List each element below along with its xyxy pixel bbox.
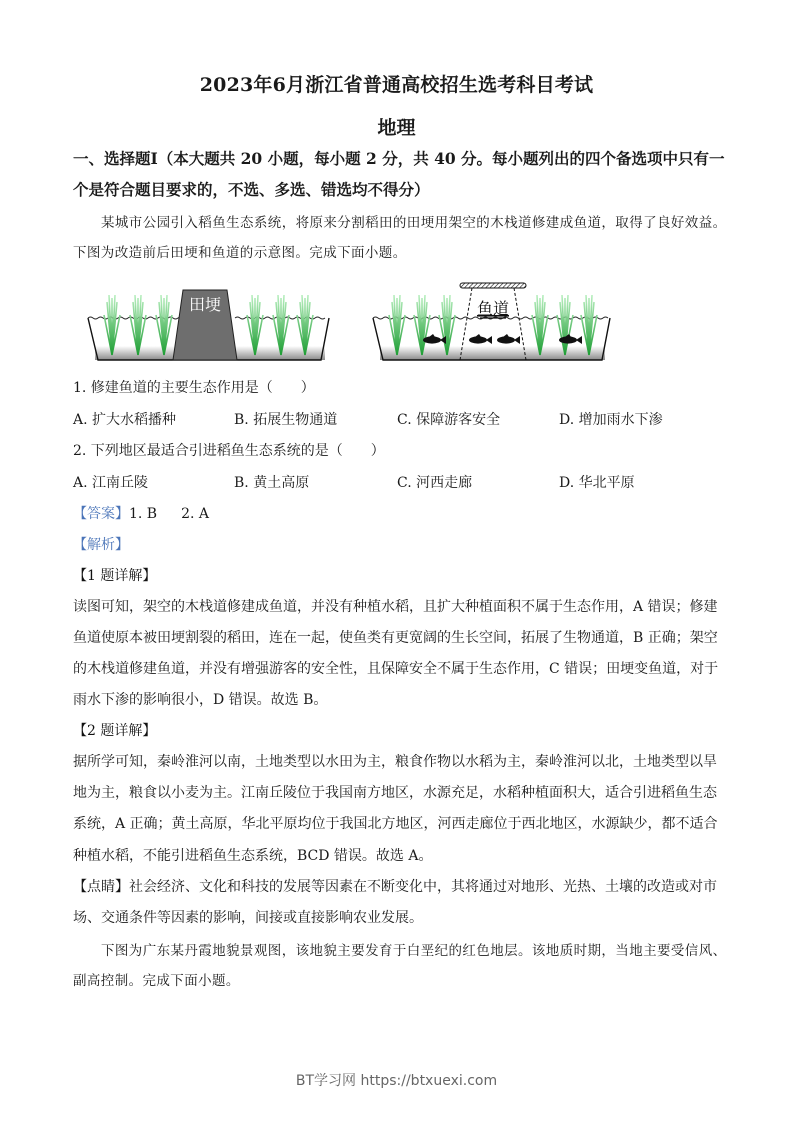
stem2-line1: 下图为广东某丹霞地貌景观图，该地貌主要发育于白垩纪的红色地层。该地质时期，当地主要受信风、 bbox=[101, 943, 727, 959]
exam-title: 2023年6月浙江省普通高校招生选考科目考试 bbox=[199, 74, 594, 96]
q2-detail-line: 系统，A 正确；黄土高原，华北平原均位于我国北方地区，河西走廊位于西北地区，水源缺少，都不适合 bbox=[73, 816, 718, 832]
q1-option-b: B. 拓展生物通道 bbox=[234, 412, 338, 428]
q1-option-a: A. 扩大水稻播种 bbox=[73, 412, 177, 428]
q1-detail-line: 的木栈道修建鱼道，并没有增强游客的安全性，且保障安全不属于生态作用，C 错误；田埂变鱼道，对于 bbox=[73, 661, 719, 677]
q2-option-c: C. 河西走廊 bbox=[397, 475, 473, 491]
question-2-stem: 2. 下列地区最适合引进稻鱼生态系统的是（ ） bbox=[73, 443, 385, 459]
stem2-line2: 副高控制。完成下面小题。 bbox=[73, 973, 240, 989]
tip-line2: 场、交通条件等因素的影响，间接或直接影响农业发展。 bbox=[73, 910, 423, 926]
section-heading-line1: 一、选择题Ⅰ（本大题共 20 小题，每小题 2 分，共 40 分。每小题列出的四个备选项中只有一 bbox=[73, 149, 725, 168]
question-1-stem: 1. 修建鱼道的主要生态作用是（ ） bbox=[73, 380, 315, 396]
q1-option-d: D. 增加雨水下渗 bbox=[559, 412, 663, 428]
q2-option-a: A. 江南丘陵 bbox=[73, 475, 149, 491]
q2-detail-line: 据所学可知，秦岭淮河以南，土地类型以水田为主，粮食作物以水稻为主，秦岭淮河以北，土地类型以旱 bbox=[73, 754, 717, 770]
answer-row bbox=[73, 504, 728, 524]
stem1-line2: 下图为改造前后田埂和鱼道的示意图。完成下面小题。 bbox=[73, 245, 407, 261]
boardwalk-plank bbox=[460, 283, 526, 288]
q1-detail-line: 读图可知，架空的木栈道修建成鱼道，并没有种植水稻，且扩大种植面积不属于生态作用，A 错误；修建 bbox=[73, 599, 718, 615]
section-heading-line2: 个是符合题目要求的，不选、多选、错选均不得分） bbox=[73, 180, 430, 199]
tip-line1: 社会经济、文化和科技的发展等因素在不断变化中，其将通过对地形、光热、土壤的改造或对市 bbox=[129, 879, 717, 895]
subject-title: 地理 bbox=[377, 117, 416, 139]
q1-detail-line: 雨水下渗的影响很小，D 错误。故选 B。 bbox=[73, 692, 328, 708]
q1-detail-heading: 【1 题详解】 bbox=[73, 568, 157, 584]
q2-option-b: B. 黄土高原 bbox=[234, 475, 310, 491]
fishway-diagram-after bbox=[370, 280, 615, 370]
footer-watermark: BT学习网 https://btxuexi.com bbox=[295, 1073, 498, 1089]
analysis-label: 【解析】 bbox=[73, 537, 129, 553]
answer-q1: 1. B bbox=[129, 506, 158, 522]
answer-q2: 2. A bbox=[181, 506, 210, 522]
tip-row bbox=[73, 877, 728, 897]
stem1-line1: 某城市公园引入稻鱼生态系统，将原来分割稻田的田埂用架空的木栈道修建成鱼道，取得了良好效益。 bbox=[101, 215, 727, 231]
q2-detail-heading: 【2 题详解】 bbox=[73, 723, 157, 739]
tip-label: 【点睛】 bbox=[73, 879, 129, 895]
q2-detail-line: 地为主，粮食以小麦为主。江南丘陵位于我国南方地区，水源充足，水稻种植面积大，适合引进稻鱼生态 bbox=[73, 785, 717, 801]
q2-option-d: D. 华北平原 bbox=[559, 475, 635, 491]
ridge-diagram-before bbox=[85, 280, 335, 370]
ridge-label: 田埂 bbox=[188, 295, 222, 314]
q1-detail-line: 鱼道使原本被田埂割裂的稻田，连在一起，使鱼类有更宽阔的生长空间，拓展了生物通道，B 正确；架空 bbox=[73, 630, 718, 646]
q1-option-c: C. 保障游客安全 bbox=[397, 412, 501, 428]
answer-label: 【答案】 bbox=[73, 506, 129, 522]
fishway-label: 鱼道 bbox=[476, 299, 510, 318]
q2-detail-line: 种植水稻，不能引进稻鱼生态系统，BCD 错误。故选 A。 bbox=[73, 848, 433, 864]
